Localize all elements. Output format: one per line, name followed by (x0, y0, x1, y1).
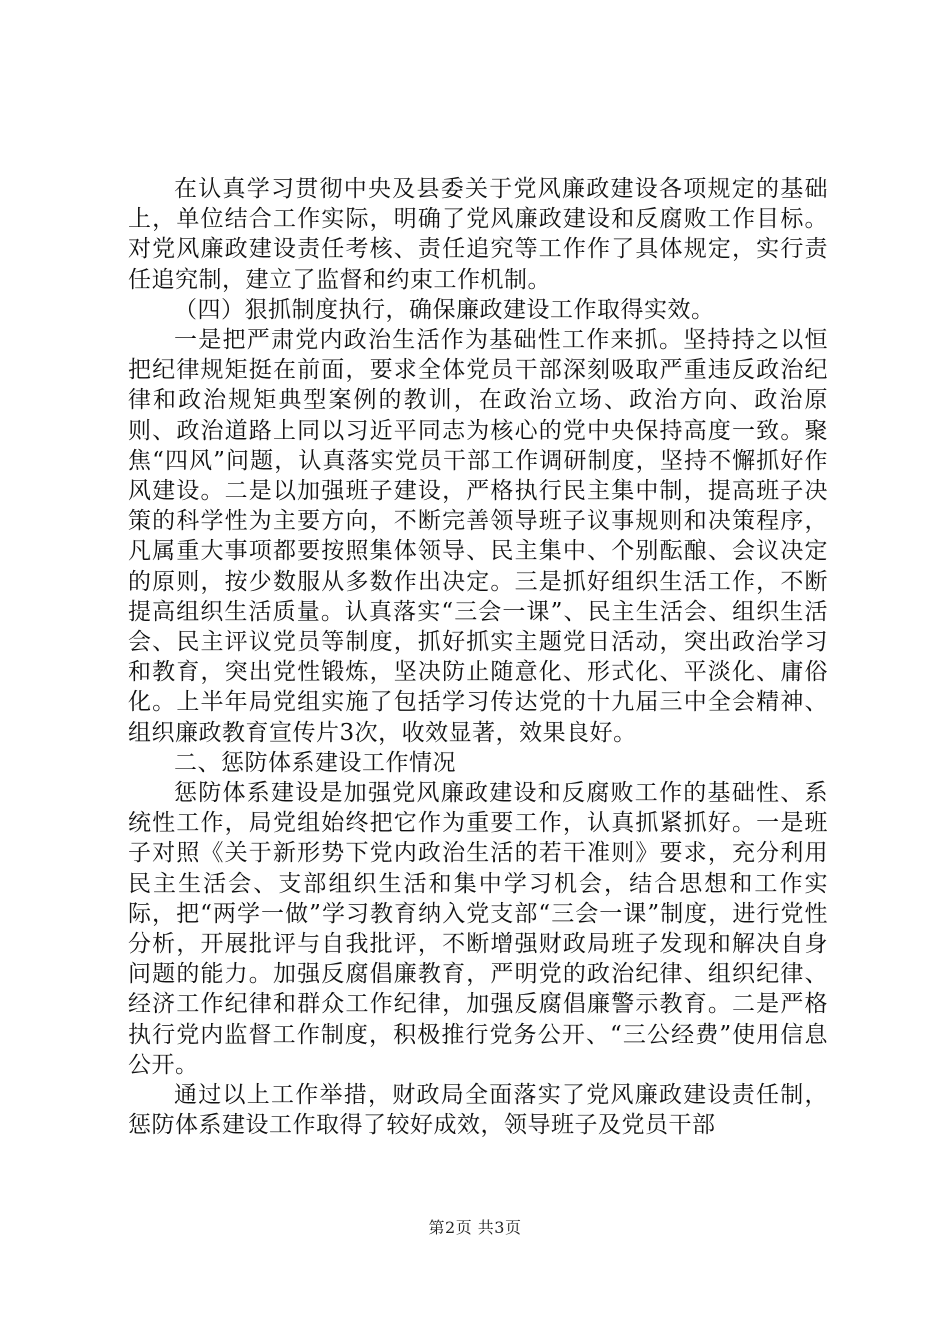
paragraph-conclusion: 通过以上工作举措，财政局全面落实了党风廉政建设责任制，惩防体系建设工作取得了较好成效，领导班子及党员干部 (128, 1082, 828, 1139)
paragraph-prevention-system: 惩防体系建设是加强党风廉政建设和反腐败工作的基础性、系统性工作，局党组始终把它作为重要工作，认真抓紧抓好。一是班子对照《关于新形势下党内政治生活的若干准则》要求，充分利用民主生活会、支部组织生活和集中学习机会，结合思想和工作实际，把“两学一做”学习教育纳入党支部“三会一课”制度，进行党性分析，开展批评与自我批评，不断增强财政局班子发现和解决自身问题的能力。加强反腐倡廉教育，严明党的政治纪律、组织纪律、经济工作纪律和群众工作纪律，加强反腐倡廉警示教育。二是严格执行党内监督工作制度，积极推行党务公开、“三公经费”使用信息公开。 (128, 780, 828, 1078)
document-body (128, 174, 828, 1141)
page-footer: 第2页 共3页 (428, 1218, 522, 1237)
section-heading-2: 二、惩防体系建设工作情况 (174, 749, 456, 776)
paragraph-political-life: 一是把严肃党内政治生活作为基础性工作来抓。坚持持之以恒把纪律规矩挺在前面，要求全体党员干部深刻吸取严重违反政治纪律和政治规矩典型案例的教训，在政治立场、政治方向、政治原则、政治道路上同以习近平同志为核心的党中央保持高度一致。聚焦“四风”问题，认真落实党员干部工作调研制度，坚持不懈抓好作风建设。二是以加强班子建设，严格执行民主集中制，提高班子决策的科学性为主要方向，不断完善领导班子议事规则和决策程序，凡属重大事项都要按照集体领导、民主集中、个别酝酿、会议决定的原则，按少数服从多数作出决定。三是抓好组织生活工作，不断提高组织生活质量。认真落实“三会一课”、民主生活会、组织生活会、民主评议党员等制度，抓好抓实主题党日活动，突出政治学习和教育，突出党性锻炼，坚决防止随意化、形式化、平淡化、庸俗化。上半年局党组实施了包括学习传达党的十九届三中全会精神、组织廉政教育宣传片3次，收效显著，效果良好。 (128, 327, 828, 746)
paragraph-responsibility-system: 在认真学习贯彻中央及县委关于党风廉政建设各项规定的基础上，单位结合工作实际，明确了党风廉政建设和反腐败工作目标。对党风廉政建设责任考核、责任追究等工作作了具体规定，实行责任追究制，建立了监督和约束工作机制。 (128, 176, 828, 293)
section-heading-4: （四）狠抓制度执行，确保廉政建设工作取得实效。 (174, 296, 715, 323)
